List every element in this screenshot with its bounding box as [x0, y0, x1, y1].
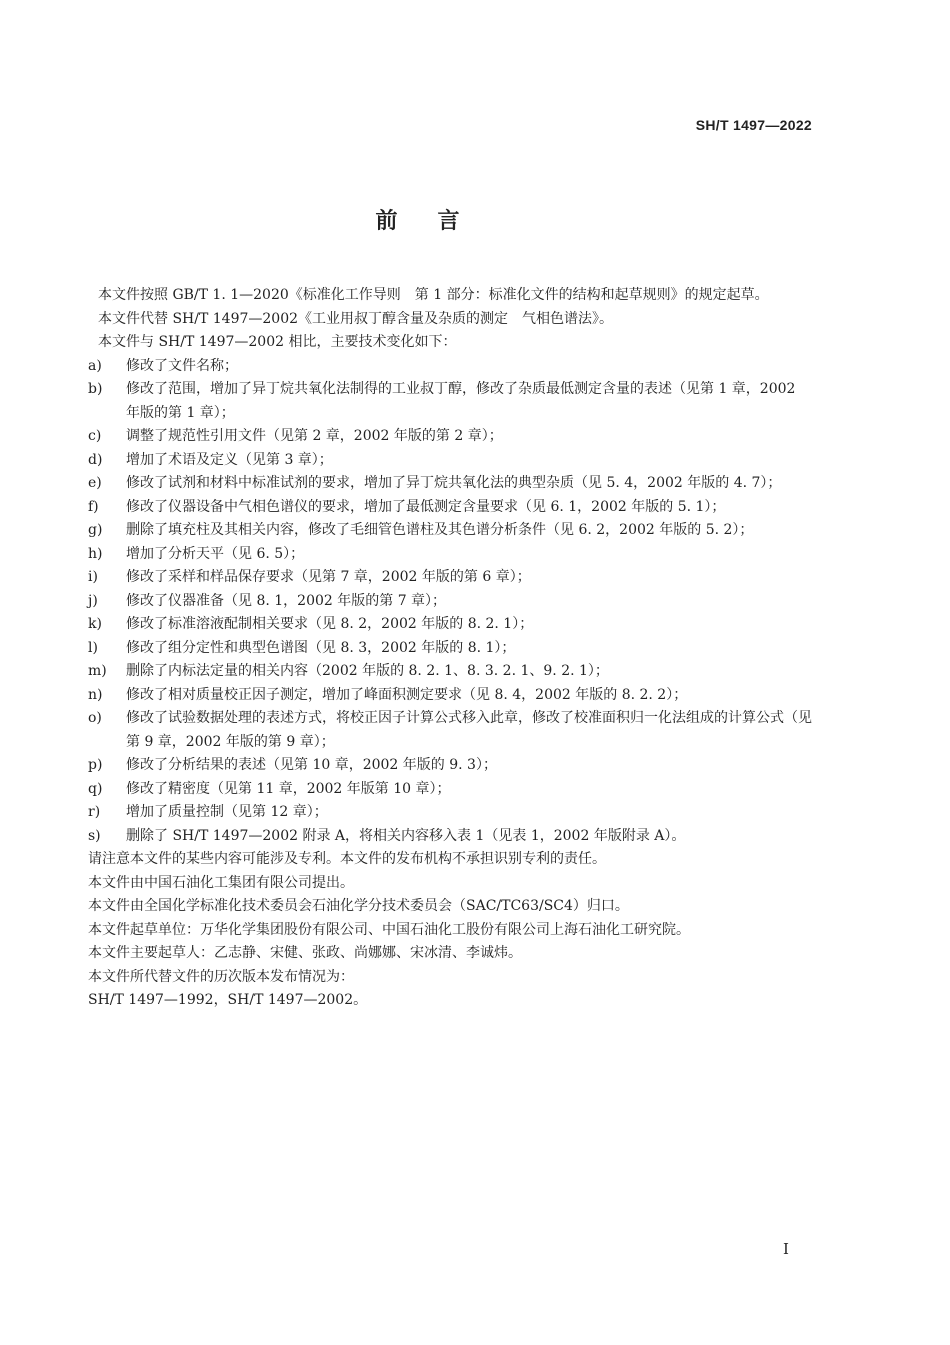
list-marker: r)	[88, 804, 101, 820]
list-marker: a)	[88, 357, 102, 374]
list-text: 增加了术语及定义（见第 3 章）；	[126, 451, 333, 468]
list-marker: e)	[88, 475, 102, 491]
list-marker: g)	[88, 522, 103, 538]
patent-notice: 请注意本文件的某些内容可能涉及专利。本文件的发布机构不承担识别专利的责任。	[88, 851, 606, 867]
list-text: 修改了仪器设备中气相色谱仪的要求，增加了最低测定含量要求（见 6. 1，2002 年版的 5. 1）；	[126, 498, 726, 515]
list-item	[88, 543, 812, 567]
changes-list	[88, 355, 812, 849]
list-marker: i)	[88, 569, 98, 585]
list-marker: p)	[88, 757, 103, 773]
list-item	[88, 355, 812, 379]
list-text: 修改了组分定性和典型色谱图（见 8. 3，2002 年版的 8. 1）；	[126, 639, 516, 656]
list-item	[88, 825, 812, 849]
list-item	[88, 684, 812, 708]
intro-paragraph: 本文件代替 SH/T 1497—2002《工业用叔丁醇含量及杂质的测定 气相色谱法》。	[98, 310, 614, 327]
list-item	[88, 801, 812, 825]
main-drafters: 本文件主要起草人：乙志静、宋健、张政、尚娜娜、宋冰清、李诚炜。	[88, 945, 522, 961]
page-number: I	[783, 1240, 789, 1258]
list-text: 修改了精密度（见第 11 章，2002 年版第 10 章）；	[126, 780, 451, 797]
list-text: 修改了采样和样品保存要求（见第 7 章，2002 年版的第 6 章）；	[126, 569, 531, 585]
list-item	[88, 496, 812, 520]
list-text: 调整了规范性引用文件（见第 2 章，2002 年版的第 2 章）；	[126, 428, 503, 444]
list-text: 修改了相对质量校正因子测定，增加了峰面积测定要求（见 8. 4，2002 年版的 8. 2. 2）；	[126, 686, 688, 703]
list-text: 修改了仪器准备（见 8. 1，2002 年版的第 7 章）；	[126, 592, 447, 609]
version-history-label: 本文件所代替文件的历次版本发布情况为：	[88, 968, 354, 985]
list-text: 删除了内标法定量的相关内容（2002 年版的 8. 2. 1、8. 3. 2. 1、9. 2. 1）；	[126, 663, 609, 679]
committee-statement: 本文件由全国化学标准化技术委员会石油化学分技术委员会（SAC/TC63/SC4）归口。	[88, 898, 629, 914]
drafting-units: 本文件起草单位：万华化学集团股份有限公司、中国石油化工股份有限公司上海石油化工研究院。	[88, 921, 690, 938]
list-item	[88, 425, 812, 449]
list-item	[88, 707, 812, 754]
list-text: 修改了文件名称；	[126, 357, 238, 374]
list-text: 增加了质量控制（见第 12 章）；	[126, 804, 328, 820]
list-text: 修改了试验数据处理的表述方式，将校正因子计算公式移入此章，修改了校准面积归一化法组成的计算公式（见第 9 章，2002 年版的第 9 章）；	[126, 710, 812, 750]
list-marker: q)	[88, 780, 103, 797]
version-history: SH/T 1497—1992，SH/T 1497—2002。	[88, 992, 368, 1008]
intro-paragraph: 本文件与 SH/T 1497—2002 相比，主要技术变化如下：	[98, 334, 457, 350]
list-marker: b)	[88, 381, 103, 397]
list-item	[88, 637, 812, 661]
list-item	[88, 566, 812, 590]
list-item	[88, 378, 812, 425]
list-item	[88, 754, 812, 778]
list-text: 修改了分析结果的表述（见第 10 章，2002 年版的 9. 3）；	[126, 757, 497, 773]
list-text: 修改了试剂和材料中标准试剂的要求，增加了异丁烷共氧化法的典型杂质（见 5. 4，2002 年版的 4. 7）；	[126, 475, 782, 491]
document-body	[88, 284, 812, 1013]
list-marker: c)	[88, 428, 102, 444]
list-item	[88, 660, 812, 684]
list-item	[88, 472, 812, 496]
list-marker: j)	[88, 592, 98, 609]
list-marker: k)	[88, 616, 102, 632]
list-item	[88, 613, 812, 637]
list-text: 修改了标准溶液配制相关要求（见 8. 2，2002 年版的 8. 2. 1）；	[126, 616, 534, 632]
proposer-statement: 本文件由中国石油化工集团有限公司提出。	[88, 874, 354, 891]
list-marker: m)	[88, 663, 107, 679]
page-title: 前言	[375, 209, 500, 234]
list-marker: l)	[88, 639, 98, 656]
list-item	[88, 449, 812, 473]
list-marker: d)	[88, 451, 103, 468]
list-text: 增加了分析天平（见 6. 5）；	[126, 545, 305, 562]
list-marker: f)	[88, 498, 99, 515]
list-marker: h)	[88, 545, 103, 562]
list-item	[88, 590, 812, 614]
list-item	[88, 778, 812, 802]
list-marker: n)	[88, 686, 103, 703]
list-marker: o)	[88, 710, 102, 726]
list-text: 修改了范围，增加了异丁烷共氧化法制得的工业叔丁醇，修改了杂质最低测定含量的表述（见第 1 章，2002 年版的第 1 章）；	[126, 381, 796, 421]
list-marker: s)	[88, 827, 101, 844]
standard-number: SH/T 1497—2022	[695, 117, 812, 133]
list-text: 删除了 SH/T 1497—2002 附录 A，将相关内容移入表 1（见表 1，2002 年版附录 A）。	[126, 827, 686, 844]
list-text: 删除了填充柱及其相关内容，修改了毛细管色谱柱及其色谱分析条件（见 6. 2，2002 年版的 5. 2）；	[126, 522, 754, 538]
list-item	[88, 519, 812, 543]
intro-paragraph: 本文件按照 GB/T 1. 1—2020《标准化工作导则 第 1 部分：标准化文件的结构和起草规则》的规定起草。	[98, 287, 769, 303]
